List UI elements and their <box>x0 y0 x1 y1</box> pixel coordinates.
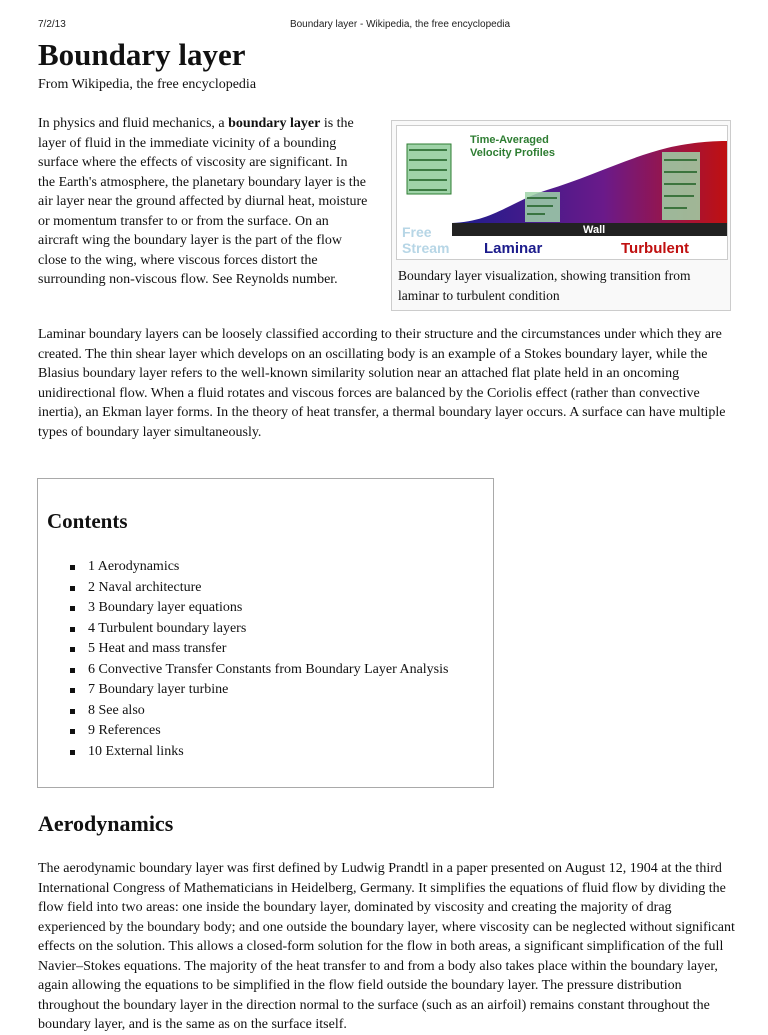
turbulent-label: Turbulent <box>621 240 690 257</box>
laminar-profile-box <box>525 192 560 222</box>
toc-item-boundary-layer-turbine[interactable]: 7 Boundary layer turbine <box>70 680 448 701</box>
aerodynamics-paragraph: The aerodynamic boundary layer was first defined by Ludwig Prandtl in a paper presented on August 12, 1904 at the third International Congress of Mathematicians in Heidelberg, Germany. It simplifies the equations of fluid flow by dividing the flow field into two areas: one inside the boundary layer, dominated by viscosity and creating the majority of drag experienced by the boundary body; and one outside the boundary layer, where viscosity can be neglected without significant effects on the solution. This allows a closed-form solution for the flow in both areas, a significant simplification of the full Navier–Stokes equations. The majority of the heat transfer to and from a body also takes place within the boundary layer, again allowing the equations to be simplified in the flow field outside the boundary layer. The pressure distribution throughout the boundary layer in the direction normal to the surface (such as an airfoil) remains constant throughout the boundary layer, and is the same as on the surface itself. <box>38 861 735 1032</box>
laminar-label: Laminar <box>484 240 543 257</box>
figure-caption: Boundary layer visualization, showing transition from laminar to turbulent condition <box>398 268 691 303</box>
print-date: 7/2/13 <box>38 19 66 30</box>
toc-item-aerodynamics[interactable]: 1 Aerodynamics <box>70 557 448 578</box>
wall-label: Wall <box>583 224 606 236</box>
toc-item-see-also[interactable]: 8 See also <box>70 701 448 722</box>
toc-title: Contents <box>47 509 128 533</box>
free-label: Free <box>402 224 432 240</box>
table-of-contents <box>37 478 494 788</box>
intro-paragraph <box>38 114 368 290</box>
toc-item-naval-architecture[interactable]: 2 Naval architecture <box>70 578 448 599</box>
toc-item-turbulent-boundary-layers[interactable]: 4 Turbulent boundary layers <box>70 619 448 640</box>
stream-label: Stream <box>402 240 450 256</box>
figure-title-line2: Velocity Profiles <box>470 147 555 159</box>
figure-title-line1: Time-Averaged <box>470 134 549 146</box>
print-page-title: Boundary layer - Wikipedia, the free encyclopedia <box>289 19 511 30</box>
intro-text-before: In physics and fluid mechanics, a <box>38 116 229 131</box>
figure-thumbnail <box>391 120 731 311</box>
intro-text-after: is the layer of fluid in the immediate vicinity of a bounding surface where the effects of viscosity are significant. In the Earth's atmosphere, the planetary boundary layer is the air layer near the ground affected by diurnal heat, moisture or momentum transfer to or from the surface. On an aircraft wing the boundary layer is the part of the flow close to the wing, where viscous forces distort the surrounding non-viscous flow. See Reynolds number. <box>38 116 368 287</box>
paragraph-2: Laminar boundary layers can be loosely classified according to their structure and the circumstances under which they are created. The thin shear layer which develops on an oscillating body is an example of a Stokes boundary layer, while the Blasius boundary layer refers to the well-known similarity solution near an attached flat plate held in an oncoming unidirectional flow. When a fluid rotates and viscous forces are balanced by the Coriolis effect (rather than convective inertia), an Ekman layer forms. In the theory of heat transfer, a thermal boundary layer occurs. A surface can have multiple types of boundary layer simultaneously. <box>38 327 726 440</box>
boundary-layer-image[interactable] <box>396 125 728 260</box>
section-heading-aerodynamics: Aerodynamics <box>38 811 174 836</box>
turbulent-profile-box <box>662 152 700 220</box>
intro-bold-term: boundary layer <box>228 116 321 131</box>
toc-item-references[interactable]: 9 References <box>70 721 448 742</box>
toc-item-external-links[interactable]: 10 External links <box>70 742 448 763</box>
toc-list <box>70 557 448 762</box>
boundary-layer-diagram <box>397 126 727 259</box>
free-stream-profile-box <box>407 144 451 194</box>
article-title: Boundary layer <box>38 37 246 72</box>
toc-item-heat-mass-transfer[interactable]: 5 Heat and mass transfer <box>70 639 448 660</box>
toc-item-convective-transfer[interactable]: 6 Convective Transfer Constants from Boundary Layer Analysis <box>70 660 448 681</box>
article-subtitle: From Wikipedia, the free encyclopedia <box>38 77 257 92</box>
toc-item-boundary-layer-equations[interactable]: 3 Boundary layer equations <box>70 598 448 619</box>
